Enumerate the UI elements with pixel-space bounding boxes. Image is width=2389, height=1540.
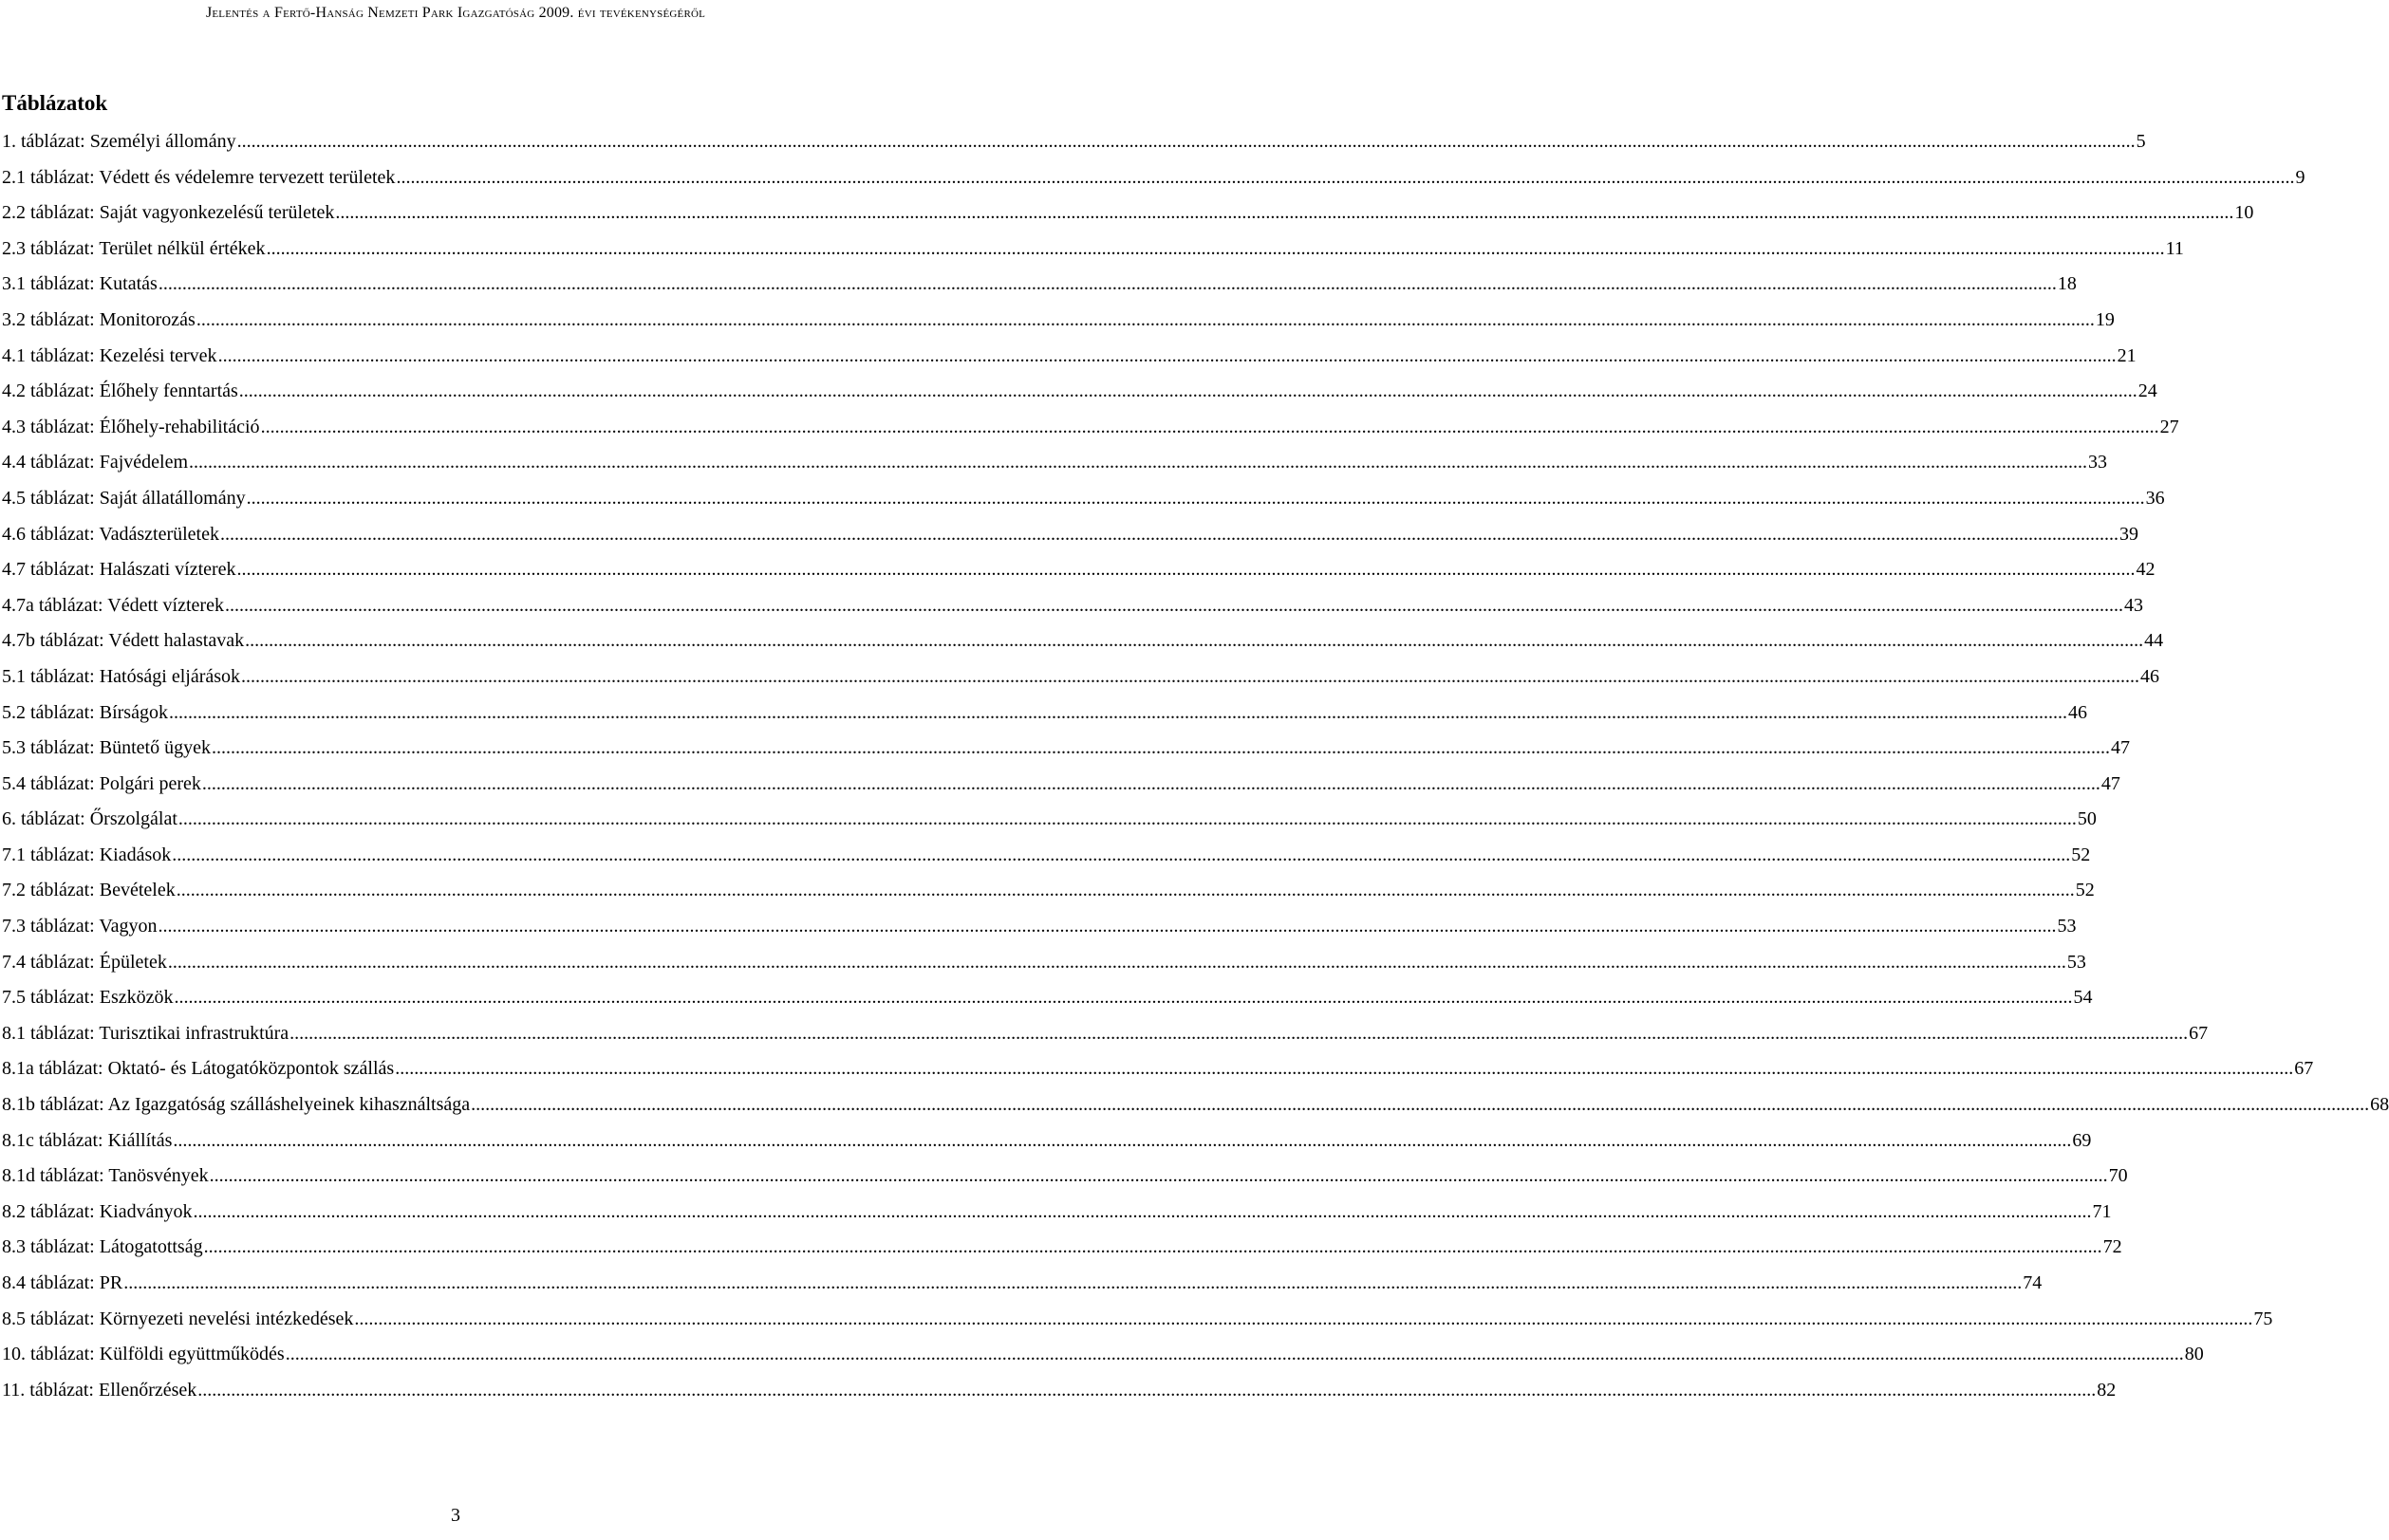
toc-entry-page: 10 — [2234, 202, 2254, 224]
toc-leader-dots: ................................................................................................................................................................................................................................................................................................................................................................................................................ — [335, 202, 2234, 224]
toc-entry[interactable] — [2, 737, 2130, 773]
toc-entry[interactable] — [2, 166, 2305, 203]
toc-entry-page: 21 — [2117, 344, 2137, 366]
toc-leader-dots: ................................................................................................................................................................................................................................................................................................................................................................................................................ — [211, 737, 2110, 759]
toc-entry[interactable] — [2, 1094, 2389, 1130]
toc-entry-page: 71 — [2092, 1200, 2112, 1222]
toc-entry-page: 67 — [2189, 1022, 2209, 1044]
toc-entry-label: 4.7a táblázat: Védett vízterek — [2, 594, 224, 616]
toc-entry-label: 4.2 táblázat: Élőhely fenntartás — [2, 380, 238, 402]
toc-entry-label: 8.1 táblázat: Turisztikai infrastruktúra — [2, 1022, 289, 1044]
toc-entry[interactable] — [2, 523, 2138, 560]
toc-entry-page: 54 — [2073, 987, 2093, 1009]
toc-leader-dots: ................................................................................................................................................................................................................................................................................................................................................................................................................ — [219, 523, 2118, 545]
toc-entry[interactable] — [2, 916, 2077, 952]
toc-entry-label: 7.1 táblázat: Kiadások — [2, 844, 172, 865]
toc-leader-dots: ................................................................................................................................................................................................................................................................................................................................................................................................................ — [173, 1129, 2072, 1151]
toc-leader-dots: ................................................................................................................................................................................................................................................................................................................................................................................................................ — [236, 131, 2136, 152]
toc-entry-page: 46 — [2140, 665, 2160, 687]
toc-entry-page: 11 — [2165, 237, 2184, 259]
toc-entry-label: 7.2 táblázat: Bevételek — [2, 880, 176, 901]
toc-entry-label: 5.3 táblázat: Büntető ügyek — [2, 737, 211, 759]
toc-leader-dots: ................................................................................................................................................................................................................................................................................................................................................................................................................ — [260, 416, 2159, 437]
toc-leader-dots: ................................................................................................................................................................................................................................................................................................................................................................................................................ — [189, 452, 2088, 473]
toc-leader-dots: ................................................................................................................................................................................................................................................................................................................................................................................................................ — [193, 1200, 2092, 1222]
toc-entry-label: 1. táblázat: Személyi állomány — [2, 131, 236, 152]
toc-entry-label: 7.5 táblázat: Eszközök — [2, 987, 174, 1009]
toc-entry-page: 52 — [2071, 844, 2091, 865]
toc-entry-page: 52 — [2075, 880, 2095, 901]
page-title: Táblázatok — [2, 91, 108, 115]
toc-entry-page: 69 — [2072, 1129, 2092, 1151]
toc-leader-dots: ................................................................................................................................................................................................................................................................................................................................................................................................................ — [177, 808, 2077, 830]
toc-entry-label: 8.2 táblázat: Kiadványok — [2, 1200, 193, 1222]
toc-entry-page: 50 — [2077, 808, 2097, 830]
toc-leader-dots: ................................................................................................................................................................................................................................................................................................................................................................................................................ — [224, 594, 2123, 616]
toc-entry[interactable] — [2, 380, 2157, 417]
toc-entry[interactable] — [2, 487, 2165, 524]
toc-entry-label: 8.1d táblázat: Tanösvények — [2, 1165, 209, 1187]
page-number: 3 — [451, 1505, 460, 1526]
toc-entry[interactable] — [2, 202, 2254, 238]
toc-leader-dots: ................................................................................................................................................................................................................................................................................................................................................................................................................ — [174, 987, 2073, 1009]
toc-entry[interactable] — [2, 273, 2077, 309]
toc-entry-page: 36 — [2145, 487, 2165, 509]
toc-entry-label: 7.4 táblázat: Épületek — [2, 951, 167, 973]
toc-entry-label: 5.1 táblázat: Hatósági eljárások — [2, 665, 241, 687]
toc-entry-label: 2.1 táblázat: Védett és védelemre tervezett területek — [2, 166, 396, 188]
toc-leader-dots: ................................................................................................................................................................................................................................................................................................................................................................................................................ — [209, 1165, 2108, 1187]
toc-entry[interactable] — [2, 452, 2108, 488]
toc-entry[interactable] — [2, 344, 2137, 381]
toc-entry-page: 33 — [2088, 452, 2108, 473]
toc-entry-label: 2.3 táblázat: Terület nélkül értékek — [2, 237, 266, 259]
toc-entry-label: 5.4 táblázat: Polgári perek — [2, 772, 201, 794]
toc-leader-dots: ................................................................................................................................................................................................................................................................................................................................................................................................................ — [158, 916, 2057, 937]
toc-entry[interactable] — [2, 594, 2143, 631]
toc-entry-page: 53 — [2057, 916, 2077, 937]
toc-leader-dots: ................................................................................................................................................................................................................................................................................................................................................................................................................ — [289, 1022, 2189, 1044]
toc-entry-page: 80 — [2184, 1344, 2204, 1365]
toc-leader-dots: ................................................................................................................................................................................................................................................................................................................................................................................................................ — [266, 237, 2165, 259]
toc-entry[interactable] — [2, 1308, 2273, 1345]
running-header-title: Jelentés a Fertő-Hanság Nemzeti Park Igazgatóság 2009. évi tevékenységéről — [205, 5, 706, 21]
toc-entry-label: 4.4 táblázat: Fajvédelem — [2, 452, 189, 473]
toc-leader-dots: ................................................................................................................................................................................................................................................................................................................................................................................................................ — [285, 1344, 2184, 1365]
toc-entry-label: 6. táblázat: Őrszolgálat — [2, 808, 177, 830]
toc-leader-dots: ................................................................................................................................................................................................................................................................................................................................................................................................................ — [395, 1058, 2294, 1080]
toc-entry[interactable] — [2, 1236, 2122, 1272]
toc-entry[interactable] — [2, 987, 2093, 1023]
toc-entry[interactable] — [2, 1344, 2204, 1380]
toc-leader-dots: ................................................................................................................................................................................................................................................................................................................................................................................................................ — [172, 844, 2071, 865]
toc-leader-dots: ................................................................................................................................................................................................................................................................................................................................................................................................................ — [197, 1379, 2097, 1401]
toc-entry-label: 4.1 táblázat: Kezelési tervek — [2, 344, 217, 366]
toc-entry[interactable] — [2, 844, 2091, 881]
toc-entry-page: 27 — [2159, 416, 2179, 437]
toc-entry[interactable] — [2, 308, 2115, 345]
toc-leader-dots: ................................................................................................................................................................................................................................................................................................................................................................................................................ — [201, 772, 2100, 794]
toc-entry[interactable] — [2, 1058, 2314, 1094]
toc-entry[interactable] — [2, 665, 2160, 702]
toc-entry-page: 74 — [2023, 1272, 2043, 1293]
toc-entry-page: 9 — [2295, 166, 2305, 188]
toc-entry-page: 46 — [2067, 701, 2087, 723]
toc-entry-label: 4.3 táblázat: Élőhely-rehabilitáció — [2, 416, 260, 437]
toc-entry-label: 4.7b táblázat: Védett halastavak — [2, 630, 245, 652]
toc-leader-dots: ................................................................................................................................................................................................................................................................................................................................................................................................................ — [196, 308, 2095, 330]
toc-entry-label: 8.4 táblázat: PR — [2, 1272, 123, 1293]
toc-leader-dots: ................................................................................................................................................................................................................................................................................................................................................................................................................ — [176, 880, 2075, 901]
toc-leader-dots: ................................................................................................................................................................................................................................................................................................................................................................................................................ — [168, 701, 2067, 723]
toc-leader-dots: ................................................................................................................................................................................................................................................................................................................................................................................................................ — [241, 665, 2140, 687]
toc-entry-label: 5.2 táblázat: Bírságok — [2, 701, 168, 723]
toc-entry[interactable] — [2, 1200, 2112, 1237]
toc-entry-page: 42 — [2136, 559, 2156, 581]
toc-leader-dots: ................................................................................................................................................................................................................................................................................................................................................................................................................ — [238, 380, 2137, 402]
toc-entry-page: 70 — [2108, 1165, 2128, 1187]
toc-leader-dots: ................................................................................................................................................................................................................................................................................................................................................................................................................ — [471, 1094, 2370, 1116]
toc-entry-page: 24 — [2137, 380, 2157, 402]
toc-entry-label: 10. táblázat: Külföldi együttműködés — [2, 1344, 285, 1365]
toc-entry-page: 53 — [2066, 951, 2086, 973]
toc-entry-label: 2.2 táblázat: Saját vagyonkezelésű területek — [2, 202, 335, 224]
toc-entry-label: 8.1a táblázat: Oktató- és Látogatóközpontok szállás — [2, 1058, 395, 1080]
toc-entry-page: 43 — [2123, 594, 2143, 616]
toc-leader-dots: ................................................................................................................................................................................................................................................................................................................................................................................................................ — [167, 951, 2066, 973]
toc-entry-page: 47 — [2100, 772, 2120, 794]
toc-leader-dots: ................................................................................................................................................................................................................................................................................................................................................................................................................ — [203, 1236, 2102, 1258]
toc-entry-page: 82 — [2097, 1379, 2117, 1401]
toc-entry[interactable] — [2, 951, 2086, 988]
toc-entry-label: 8.1c táblázat: Kiállítás — [2, 1129, 173, 1151]
toc-entry-label: 8.1b táblázat: Az Igazgatóság szálláshelyeinek kihasználtsága — [2, 1094, 471, 1116]
toc-entry-label: 4.7 táblázat: Halászati vízterek — [2, 559, 236, 581]
toc-entry[interactable] — [2, 880, 2095, 916]
toc-entry[interactable] — [2, 1129, 2092, 1166]
toc-entry-page: 75 — [2253, 1308, 2273, 1329]
toc-entry-page: 72 — [2102, 1236, 2122, 1258]
toc-entry[interactable] — [2, 1022, 2209, 1059]
toc-entry-label: 8.3 táblázat: Látogatottság — [2, 1236, 203, 1258]
toc-entry-page: 5 — [2136, 131, 2146, 152]
toc-entry-page: 39 — [2118, 523, 2138, 545]
toc-leader-dots: ................................................................................................................................................................................................................................................................................................................................................................................................................ — [245, 630, 2144, 652]
toc-entry[interactable] — [2, 237, 2184, 274]
toc-entry-label: 3.1 táblázat: Kutatás — [2, 273, 158, 295]
toc-entry[interactable] — [2, 1272, 2043, 1308]
toc-leader-dots: ................................................................................................................................................................................................................................................................................................................................................................................................................ — [217, 344, 2117, 366]
toc-entry-page: 44 — [2144, 630, 2164, 652]
toc-entry[interactable] — [2, 559, 2156, 595]
running-header — [0, 5, 911, 22]
toc-leader-dots: ................................................................................................................................................................................................................................................................................................................................................................................................................ — [396, 166, 2295, 188]
toc-leader-dots: ................................................................................................................................................................................................................................................................................................................................................................................................................ — [158, 273, 2057, 295]
toc-entry-label: 11. táblázat: Ellenőrzések — [2, 1379, 197, 1401]
toc-entry[interactable] — [2, 1165, 2128, 1201]
toc-entry-label: 7.3 táblázat: Vagyon — [2, 916, 158, 937]
toc-entry-page: 18 — [2057, 273, 2077, 295]
toc-entry[interactable] — [2, 808, 2097, 844]
toc-entry-label: 4.6 táblázat: Vadászterületek — [2, 523, 219, 545]
toc-entry[interactable] — [2, 1379, 2117, 1416]
toc-entry-label: 4.5 táblázat: Saját állatállomány — [2, 487, 246, 509]
toc-entry[interactable] — [2, 131, 2146, 167]
toc-entry-page: 67 — [2294, 1058, 2314, 1080]
toc-entry[interactable] — [2, 701, 2087, 738]
toc-entry-label: 8.5 táblázat: Környezeti nevelési intézkedések — [2, 1308, 354, 1329]
toc-entry-label: 3.2 táblázat: Monitorozás — [2, 308, 196, 330]
toc-entry-page: 19 — [2095, 308, 2115, 330]
toc-entry[interactable] — [2, 630, 2164, 666]
toc-leader-dots: ................................................................................................................................................................................................................................................................................................................................................................................................................ — [236, 559, 2136, 581]
toc-entry-page: 47 — [2110, 737, 2130, 759]
toc-leader-dots: ................................................................................................................................................................................................................................................................................................................................................................................................................ — [123, 1272, 2023, 1293]
toc-leader-dots: ................................................................................................................................................................................................................................................................................................................................................................................................................ — [246, 487, 2145, 509]
toc-leader-dots: ................................................................................................................................................................................................................................................................................................................................................................................................................ — [354, 1308, 2253, 1329]
toc-entry-page: 68 — [2370, 1094, 2389, 1116]
toc-entry[interactable] — [2, 416, 2179, 453]
table-of-contents — [2, 131, 2389, 1415]
toc-entry[interactable] — [2, 772, 2120, 809]
